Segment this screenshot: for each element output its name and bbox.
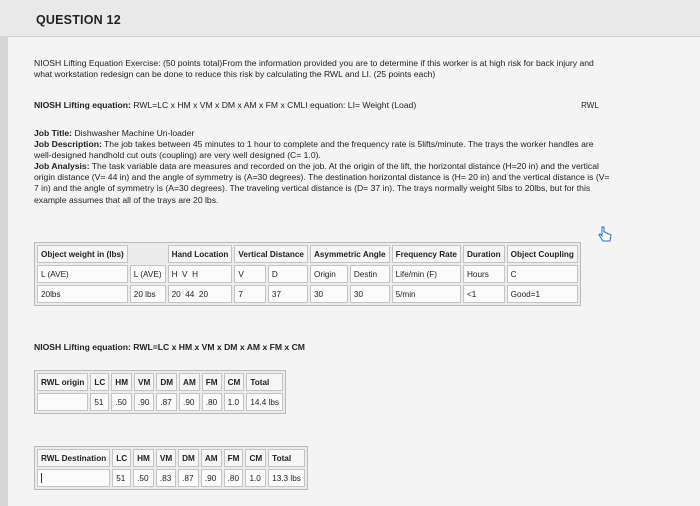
- sub-d: D: [268, 265, 308, 283]
- rwl-origin-v-5: .90: [179, 393, 200, 411]
- rwl-origin-v-2: .50: [111, 393, 132, 411]
- sub-v-2: V: [234, 265, 266, 283]
- intro-text: [34, 58, 692, 80]
- rwl-origin-table: [34, 370, 286, 414]
- rwl-origin-h-3: VM: [134, 373, 154, 391]
- rwl-origin-h-6: FM: [202, 373, 222, 391]
- rwl-dest-h-3: VM: [156, 449, 176, 467]
- rwl-dest-h-6: FM: [224, 449, 244, 467]
- job-title-value: Dishwasher Machine Un-loader: [74, 128, 195, 138]
- header-object-weight: Object weight in (lbs): [37, 245, 128, 263]
- sub-hand-hv: [168, 265, 233, 283]
- rwl-dest-v-6: .80: [224, 469, 244, 487]
- job-analysis-line-2: origin distance (V= 44 in) and the angle of symmetry is (A=30 degrees). The destination horizontal distance is (H= 20 in) and the vertical distance is (V=: [34, 172, 610, 183]
- sub-life-min: Life/min (F): [392, 265, 461, 283]
- rwl-dest-v-3: .83: [156, 469, 176, 487]
- val-h-1: 20: [171, 289, 181, 299]
- intro-line-2: what workstation redesign can be done to reduce this risk by calculating the RWL and LI. (25 points each): [34, 69, 436, 80]
- val-origin: 30: [310, 285, 348, 303]
- rwl-dest-h-0: RWL Destination: [37, 449, 110, 467]
- rwl-dest-h-5: AM: [201, 449, 222, 467]
- rwl-dest-h-7: CM: [245, 449, 266, 467]
- rwl-destination-table: [34, 446, 308, 490]
- sub-origin: Origin: [310, 265, 348, 283]
- val-weight-2: 20 lbs: [130, 285, 166, 303]
- header-object-coupling: Object Coupling: [507, 245, 578, 263]
- sub-l-ave-1: L (AVE): [37, 265, 128, 283]
- val-destin: 30: [350, 285, 390, 303]
- sub-h-2: H: [192, 269, 198, 279]
- job-desc-label: Job Description:: [34, 139, 102, 150]
- job-desc-line-1: [34, 139, 692, 150]
- equation-text: RWL=LC x HM x VM x DM x AM x FM x CMLI equation: LI= Weight (Load): [133, 100, 417, 110]
- rwl-origin-h-0: RWL origin: [37, 373, 88, 391]
- equation-2-line: NIOSH Lifting equation: RWL=LC x HM x VM x DM x AM x FM x CM: [34, 342, 305, 352]
- rwl-dest-h-8: Total: [268, 449, 305, 467]
- hand-pointer-icon: [596, 225, 614, 245]
- val-frequency: 5/min: [392, 285, 461, 303]
- intro-line-1: NIOSH Lifting Equation Exercise: (50 points total)From the information provided you are to determine if this worker is at high risk for back injury and: [34, 58, 594, 68]
- val-duration: <1: [463, 285, 505, 303]
- equation-label: NIOSH Lifting equation:: [34, 100, 131, 110]
- sub-c: C: [507, 265, 578, 283]
- rwl-dest-v-7: 1.0: [245, 469, 266, 487]
- rwl-destination-header-row: [37, 449, 305, 467]
- sub-hours: Hours: [463, 265, 505, 283]
- job-desc-line-2: well-designed handhold cut outs (coupling) are very well designed (C= 1.0).: [34, 150, 321, 161]
- val-coupling: Good=1: [507, 285, 578, 303]
- rwl-dest-v-2: .50: [133, 469, 154, 487]
- rwl-origin-value-row: [37, 393, 283, 411]
- rwl-origin-v-7: 1.0: [224, 393, 245, 411]
- sub-v-1: V: [182, 269, 188, 279]
- rwl-origin-v-8: 14.4 lbs: [246, 393, 283, 411]
- table-subheader-row: [37, 265, 578, 283]
- job-analysis-text-1: The task variable data are measures and recorded on the job. At the origin of the lift, the horizontal distance (H=20 in) and the vertical: [91, 161, 599, 172]
- job-block: [34, 128, 692, 206]
- rwl-origin-input-cell[interactable]: [37, 393, 88, 411]
- header-asymmetric-angle: Asymmetric Angle: [310, 245, 390, 263]
- job-analysis-line-3: 7 in) and the angle of symmetry is (A=30 degrees). The traveling vertical distance is (D= 37 in). The trays normally weight 5lbs to 20lbs, but for this: [34, 183, 591, 194]
- header-vertical-distance: Vertical Distance: [234, 245, 308, 263]
- sub-destin: Destin: [350, 265, 390, 283]
- rwl-dest-v-8: 13.3 lbs: [268, 469, 305, 487]
- rwl-origin-h-5: AM: [179, 373, 200, 391]
- sub-h-1: H: [171, 269, 178, 279]
- header-hand-location-spacer: [130, 245, 166, 263]
- rwl-origin-h-2: HM: [111, 373, 132, 391]
- table-header-row: [37, 245, 578, 263]
- header-hand-location: Hand Location: [168, 245, 233, 263]
- val-d: 37: [268, 285, 308, 303]
- rwl-destination-value-row: [37, 469, 305, 487]
- header-frequency-rate: Frequency Rate: [392, 245, 461, 263]
- rwl-origin-v-4: .87: [156, 393, 177, 411]
- text-cursor: [41, 473, 42, 483]
- equation-line: [34, 100, 416, 111]
- val-h-2: 20: [198, 289, 209, 299]
- rwl-dest-h-2: HM: [133, 449, 154, 467]
- job-analysis-label: Job Analysis:: [34, 161, 90, 172]
- val-v-1: 44: [185, 289, 195, 299]
- sub-l-ave-2: L (AVE): [130, 265, 166, 283]
- question-header: [0, 0, 700, 37]
- rwl-origin-header-row: [37, 373, 283, 391]
- rwl-destination-input-cell[interactable]: [37, 469, 110, 487]
- val-weight-1: 20lbs: [37, 285, 128, 303]
- val-v-2: 7: [234, 285, 266, 303]
- rwl-dest-v-5: .90: [201, 469, 222, 487]
- rwl-origin-h-1: LC: [90, 373, 109, 391]
- left-edge-strip: [0, 36, 8, 506]
- rwl-dest-h-1: LC: [112, 449, 131, 467]
- rwl-dest-v-4: .87: [178, 469, 199, 487]
- job-title-line: [34, 128, 692, 139]
- rwl-origin-v-6: .80: [202, 393, 222, 411]
- job-desc-text-1: The job takes between 45 minutes to 1 hour to complete and the frequency rate is 5lifts/minute. The trays the worker handles are: [104, 139, 594, 150]
- rwl-origin-v-3: .90: [134, 393, 154, 411]
- rwl-origin-h-7: CM: [224, 373, 245, 391]
- val-hand-hv: [168, 285, 233, 303]
- rwl-dest-h-4: DM: [178, 449, 199, 467]
- header-duration: Duration: [463, 245, 505, 263]
- rwl-chip: RWL: [581, 101, 599, 110]
- rwl-origin-v-1: 51: [90, 393, 109, 411]
- job-analysis-line-4: example assumes that all of the trays are 20 lbs.: [34, 194, 219, 205]
- job-title-label: Job Title:: [34, 128, 73, 138]
- job-data-table: [34, 242, 581, 306]
- rwl-dest-v-1: 51: [112, 469, 131, 487]
- rwl-origin-h-4: DM: [156, 373, 177, 391]
- rwl-origin-h-8: Total: [246, 373, 283, 391]
- table-value-row: [37, 285, 578, 303]
- job-analysis-line-1: [34, 161, 692, 172]
- question-title: QUESTION 12: [36, 13, 121, 27]
